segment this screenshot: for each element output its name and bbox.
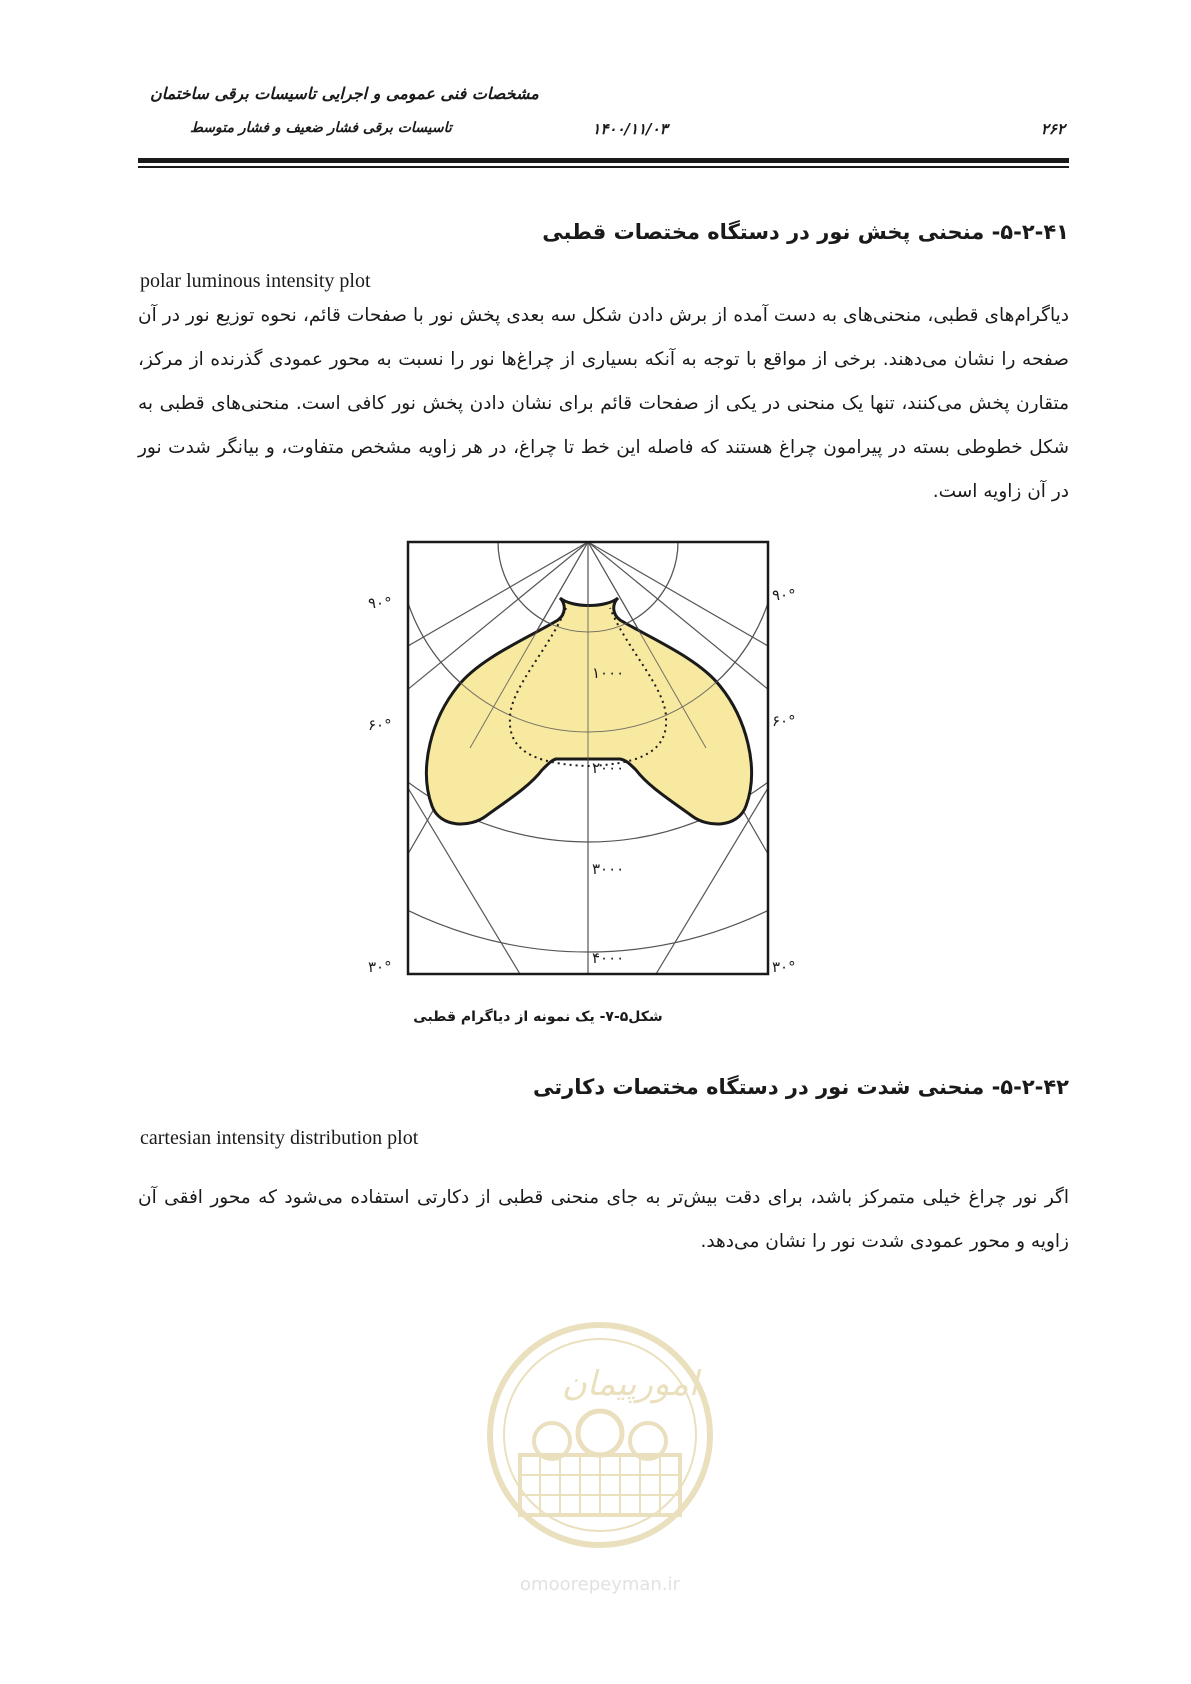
english-term-cartesian: cartesian intensity distribution plot — [140, 1127, 419, 1149]
figure-caption: شکل۵-۷- یک نمونه از دیاگرام قطبی — [413, 1009, 663, 1025]
ring-label-1000: ۱۰۰۰ — [592, 664, 625, 682]
angle-label-left-90: ۹۰° — [368, 594, 392, 612]
angle-label-left-60: ۶۰° — [368, 716, 392, 734]
ring-label-2000: ۲۰۰۰ — [592, 759, 625, 777]
watermark-logo — [480, 1315, 720, 1615]
document-subtitle: تاسیسات برقی فشار ضعیف و فشار متوسط — [190, 120, 452, 136]
page-number: ۲۶۲ — [1040, 120, 1065, 138]
section-heading-polar: ۵-۲-۴۱- منحنی پخش نور در دستگاه مختصات قطبی — [542, 220, 1069, 244]
watermark-url: omoorepeyman.ir — [520, 1574, 680, 1595]
ring-label-4000: ۴۰۰۰ — [592, 949, 625, 967]
paragraph-polar: دیاگرام‌های قطبی، منحنی‌های به دست آمده از برش دادن شکل سه بعدی پخش نور با صفحات قائم، نحوه توزیع نور در آن صفحه را نشان می‌دهند. برخی از مواقع با توجه به آنکه بسیاری از چراغ‌ها نور را نسبت به محور عمودی گذرنده از مرکز، متقارن پخش می‌کنند، تنها یک منحنی در یکی از صفحات قائم برای نشان دادن پخش نور کافی است. منحنی‌های قطبی به شکل خطوطی بسته در پیرامون چراغ هستند که فاصله این خط تا چراغ، در هر زاویه مشخص متفاوت، و بیانگر شدت نور در آن زاویه است. — [138, 305, 1069, 502]
angle-label-right-30: ۳۰° — [772, 958, 796, 976]
document-date: ۱۴۰۰/۱۱/۰۳ — [592, 120, 668, 138]
section-heading-cartesian: ۵-۲-۴۲- منحنی شدت نور در دستگاه مختصات دکارتی — [533, 1075, 1069, 1099]
header-rule-thick — [138, 158, 1069, 163]
paragraph-cartesian: اگر نور چراغ خیلی متمرکز باشد، برای دقت بیش‌تر به جای منحنی قطبی از دکارتی استفاده می‌شود که محور افقی آن زاویه و محور عمودی شدت نور را نشان می‌دهد. — [138, 1187, 1069, 1252]
angle-label-right-90: ۹۰° — [772, 586, 796, 604]
document-title: مشخصات فنی عمومی و اجرایی تاسیسات برقی ساختمان — [150, 84, 539, 103]
header-rule-thin — [138, 166, 1069, 168]
angle-label-left-30: ۳۰° — [368, 958, 392, 976]
english-term-polar: polar luminous intensity plot — [140, 270, 371, 292]
polar-diagram — [360, 538, 820, 988]
ring-label-3000: ۳۰۰۰ — [592, 860, 625, 878]
angle-label-right-60: ۶۰° — [772, 712, 796, 730]
watermark-brand: امورپیمان — [561, 1364, 699, 1404]
